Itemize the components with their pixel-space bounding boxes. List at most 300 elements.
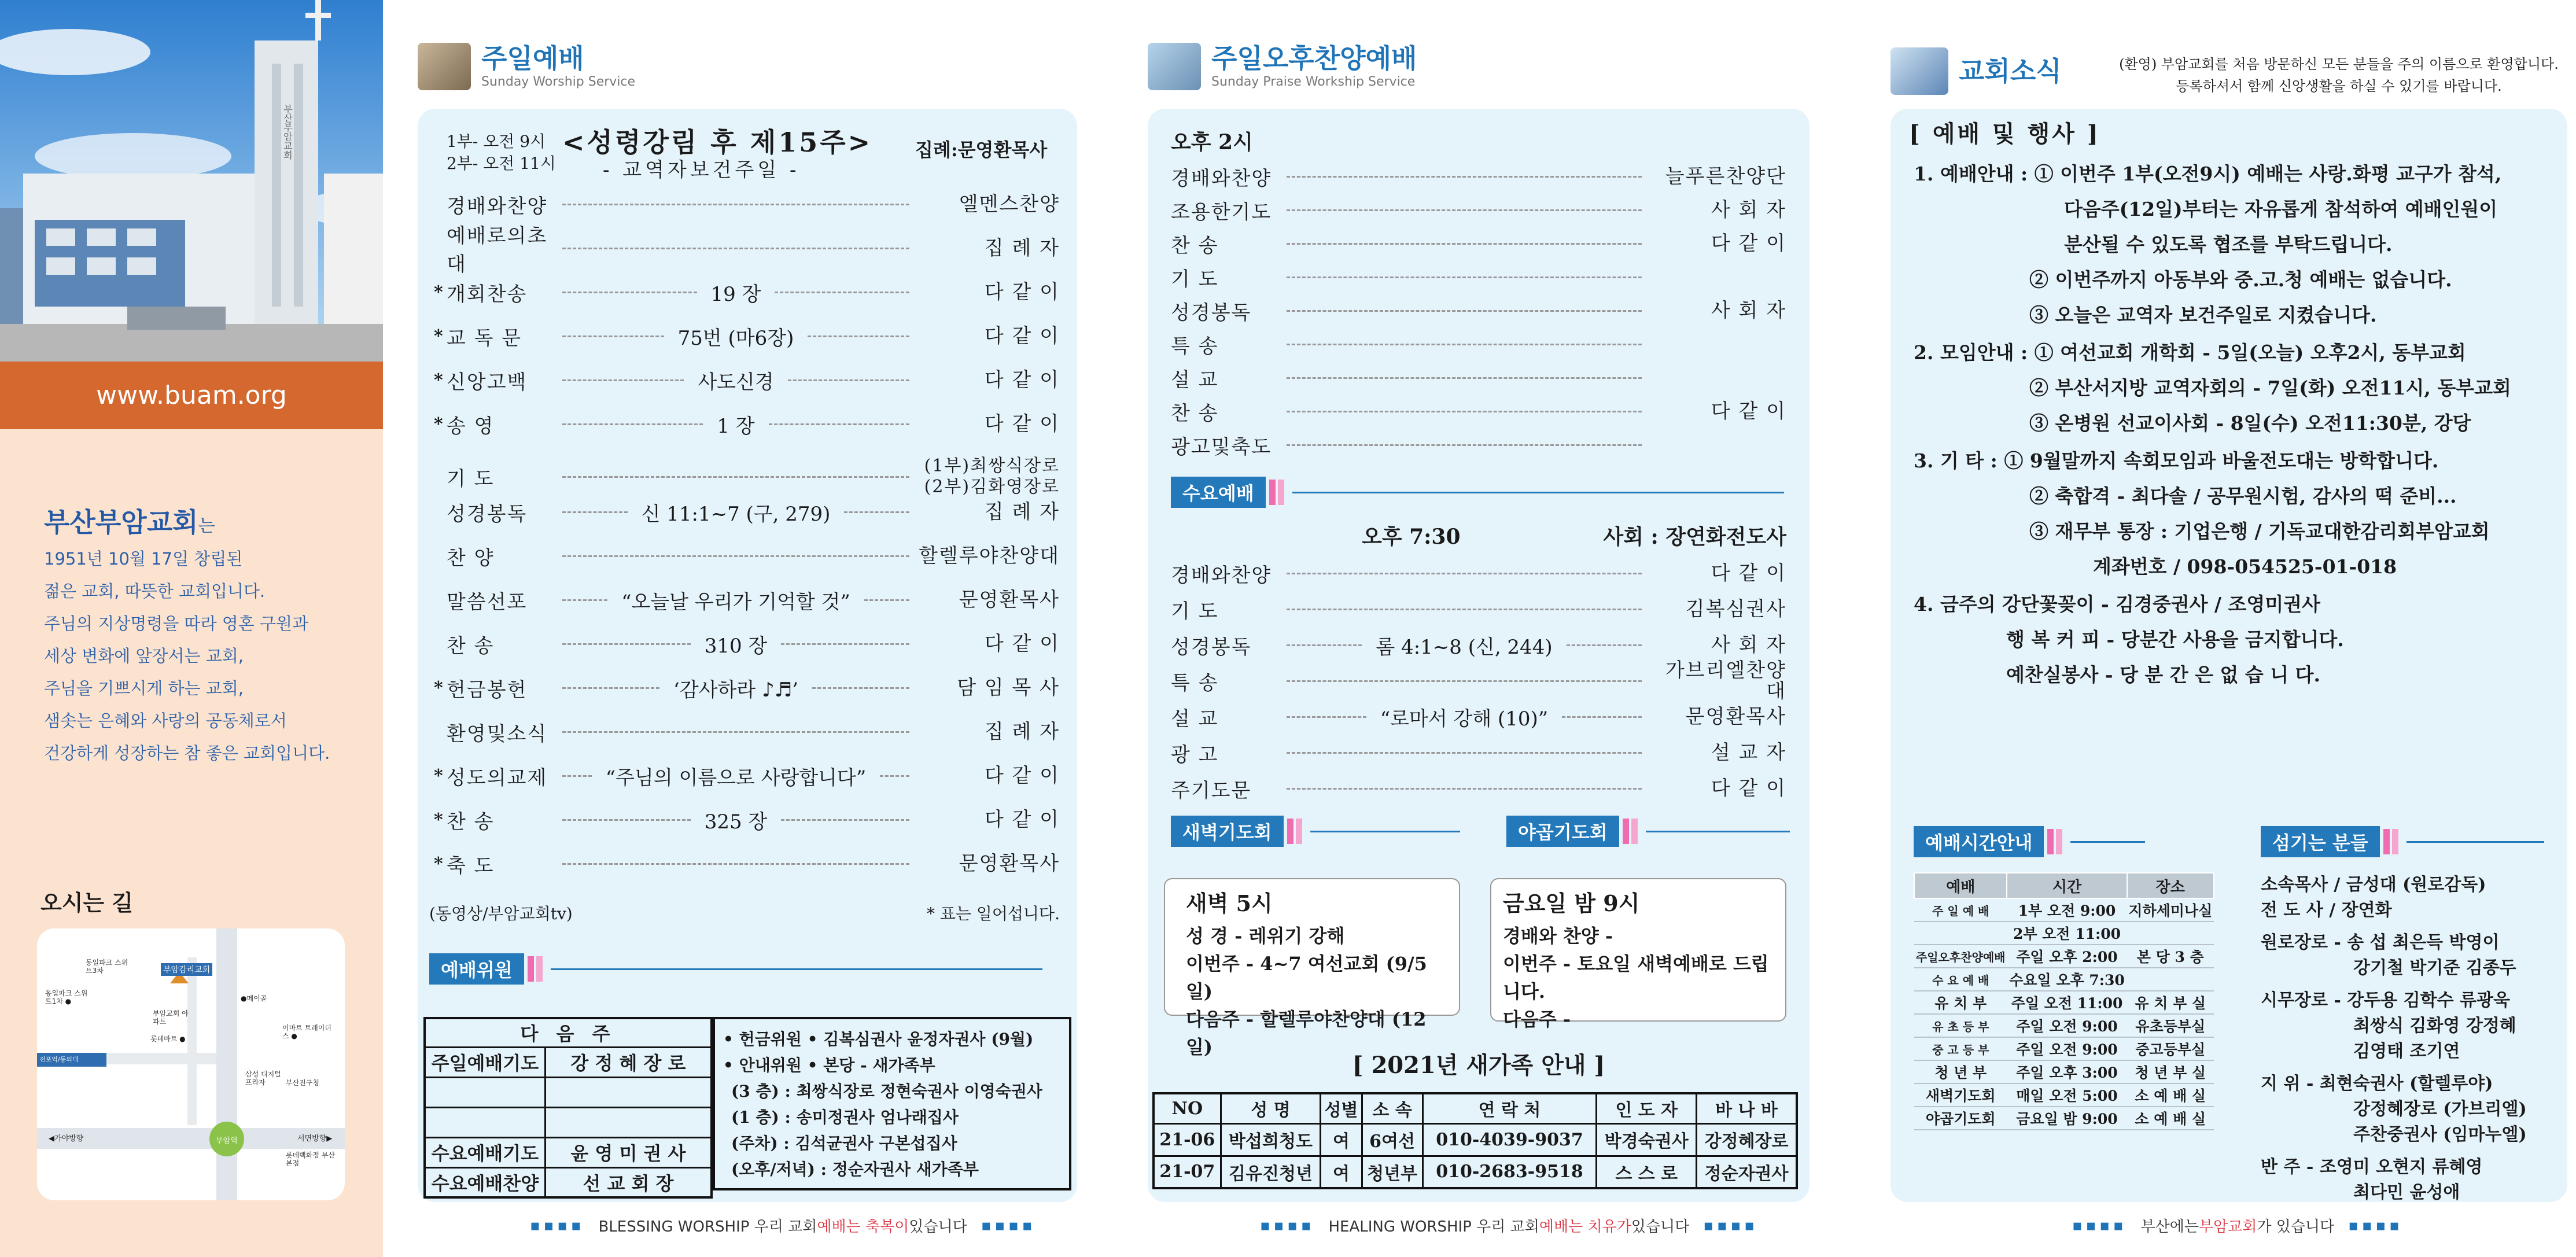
dawn-bar [1171, 816, 1460, 847]
committee-cell [545, 1077, 712, 1107]
leader-line [562, 204, 909, 205]
note-line: (주차) : 김석균권사 구본섭집사 [731, 1134, 957, 1153]
news-item: 4. 금주의 강단꽃꽂이 - 김경중권사 / 조영미권사 [1914, 593, 2320, 615]
order-label: 헌금봉헌 [447, 678, 528, 702]
leader-line [562, 555, 909, 557]
main-title: <성령강림 후 제15주> [562, 127, 873, 158]
order-row [1171, 162, 1786, 191]
order-detail: 사도신경 [698, 370, 774, 394]
order-label: 찬 송 [1171, 234, 1219, 257]
order-label: 환영및소식 [447, 722, 548, 746]
service-time: 2부- 오전 11시 [447, 154, 556, 173]
committee-bar [429, 953, 1042, 985]
committee-cell [425, 1077, 545, 1107]
map-label: 부산진구청 [286, 1079, 319, 1087]
leader-line [775, 292, 909, 293]
order-row [1171, 559, 1786, 588]
wed-leader: 사회 : 장연화전도사 [1603, 525, 1786, 549]
order-detail: 310 장 [704, 634, 768, 658]
news-section-title: [ 예배 및 행사 ] [1909, 120, 2100, 148]
newcomer-header: 소 속 [1362, 1093, 1422, 1123]
schedule-row [1914, 1014, 2214, 1037]
church-intro [44, 506, 368, 769]
leader-line [1287, 573, 1642, 574]
order-row [1171, 363, 1786, 392]
leader-line [562, 379, 684, 381]
order-person: 다 같 이 [1711, 562, 1786, 585]
dawn-head: 새벽 5시 [1186, 890, 1273, 916]
stand-marker: * [434, 810, 443, 830]
order-person: 늘푸른찬양단 [1665, 165, 1786, 188]
schedule-cell: 주일 오전 9:00 [2007, 1037, 2127, 1060]
leader-line [1287, 609, 1642, 610]
schedule-row [1914, 1107, 2214, 1130]
schedule-row [1914, 898, 2214, 921]
leader-line [1562, 716, 1642, 718]
leader-line [562, 476, 909, 478]
news-box [1890, 109, 2567, 1202]
schedule-cell: 소 예 배 실 [2127, 1107, 2214, 1130]
footnote-left: (동영상/부암교회tv) [429, 904, 573, 923]
news-item: ② 부산서지방 교역자회의 - 7일(화) 오전11시, 동부교회 [2029, 377, 2511, 399]
schedule-row [1914, 1037, 2214, 1060]
news-item: 다음주(12일)부터는 자유롭게 참석하여 예배인원이 [2064, 198, 2498, 220]
cover-panel [0, 0, 383, 1257]
schedule-cell: 2부 오전 11:00 [2007, 921, 2127, 945]
news-item: 1. 예배안내 : ① 이번주 1부(오전9시) 예배는 사랑.화평 교구가 참석, [1914, 163, 2502, 185]
news-header [1890, 47, 2062, 95]
order-label: 경배와찬양 [447, 194, 548, 218]
schedule-cell: 청 년 부 실 [2127, 1060, 2214, 1083]
schedule-cell: 중고등부실 [2127, 1037, 2214, 1060]
order-label: 특 송 [1171, 334, 1219, 358]
schedule-cell: 본 당 3 층 [2127, 945, 2214, 968]
committee-cell [425, 1107, 545, 1137]
intro-line: 세상 변화에 앞장서는 교회, [44, 646, 244, 666]
section-title: 교회소식 [1959, 56, 2062, 87]
committee-cell: 수요예배찬양 [425, 1167, 545, 1197]
order-label: 찬 송 [1171, 401, 1219, 425]
newcomer-cell: 청년부 [1362, 1156, 1422, 1188]
leader-line [1287, 344, 1642, 345]
leader-line [562, 863, 909, 865]
order-label: 설 교 [1171, 368, 1219, 392]
schedule-row [1914, 968, 2214, 991]
afternoon-header [1148, 43, 1417, 90]
building-icon [1890, 47, 1948, 95]
map-church-label: 부암감리교회 [161, 963, 212, 976]
stand-marker: * [434, 854, 443, 874]
section-subtitle: Sunday Praise Workship Service [1211, 75, 1416, 89]
schedule-table [1914, 872, 2214, 1130]
next-week: 다 음 주 [425, 1018, 712, 1047]
night-line: 다음주 - [1503, 1008, 1571, 1030]
schedule-cell: 유 치 부 실 [2127, 991, 2214, 1014]
wed-bar [1171, 477, 1784, 508]
leader-line [1287, 752, 1642, 754]
newcomer-header: 성 명 [1221, 1093, 1321, 1123]
leader-line [562, 819, 691, 821]
news-item: ③ 오늘은 교역자 보건주일로 지켰습니다. [2029, 304, 2377, 326]
leader-line [1287, 644, 1362, 646]
order-person: 다 같 이 [984, 808, 1060, 831]
schedule-cell: 주일오후찬양예배 [1914, 945, 2007, 968]
newcomer-row [1154, 1156, 1797, 1188]
committee-title: 예배위원 [429, 953, 524, 985]
newcomer-title: [ 2021년 새가족 안내 ] [1352, 1052, 1605, 1079]
dawn-box [1164, 878, 1460, 1058]
order-label: 예배로의초대 [447, 224, 548, 276]
offering-notes [713, 1017, 1071, 1190]
leader-line [1567, 644, 1642, 646]
order-label: 성경봉독 [1171, 301, 1252, 325]
leader-line [1287, 716, 1366, 718]
committee-cell [545, 1107, 712, 1137]
newcomer-header: 연 락 처 [1422, 1093, 1597, 1123]
map-label: ◀가야방향 [49, 1134, 84, 1143]
building-sign: 부산부암교회 [282, 104, 293, 160]
schedule-cell [2127, 921, 2214, 945]
section-title: 주일오후찬양예배 [1211, 43, 1417, 74]
newcomer-cell: 정순자권사 [1697, 1156, 1797, 1188]
night-bar [1506, 816, 1790, 847]
order-person: 할렐루야찬양대 [919, 544, 1060, 567]
order-label: 신앙고백 [447, 370, 528, 394]
order-label: 개회찬송 [447, 282, 528, 306]
sunday-order-box [418, 109, 1077, 1202]
leader-line [1287, 243, 1642, 245]
news-item: 행 복 커 피 - 당분간 사용을 금지합니다. [2006, 628, 2344, 651]
leader-line [562, 423, 703, 425]
staff-line: 주찬중권사 (임마누엘) [2353, 1125, 2527, 1145]
leader-line [1287, 277, 1642, 278]
wed-time: 오후 7:30 [1362, 525, 1461, 549]
map-label: 이마트 트레이더스 ● [282, 1024, 331, 1040]
schedule-cell: 소 예 배 실 [2127, 1083, 2214, 1107]
leader-line [1287, 310, 1642, 312]
dawn-line: 다음주 - 할렐루야찬양대 (12일) [1186, 1008, 1427, 1058]
order-person: 다 같 이 [1711, 777, 1786, 800]
schedule-cell: 주일 오전 9:00 [2007, 1014, 2127, 1037]
order-detail: 1 장 [717, 414, 755, 438]
leader-line [562, 292, 697, 293]
leader-line [844, 511, 909, 513]
order-label: 광 고 [1171, 743, 1219, 766]
news-item: ③ 재무부 통장 : 기업은행 / 기독교대한감리회부암교회 [2029, 520, 2490, 543]
order-person: 사 회 자 [1711, 633, 1786, 657]
order-detail: 75번 (마6장) [677, 326, 794, 350]
leader-line [864, 599, 909, 601]
committee-row [425, 1137, 712, 1167]
schedule-cell [2127, 968, 2214, 991]
section-title: 주일예배 [481, 43, 584, 74]
committee-row [425, 1167, 712, 1197]
order-person: 다 같 이 [984, 325, 1060, 348]
order-person: 설 교 자 [1711, 741, 1786, 764]
order-person: 다 같 이 [1711, 232, 1786, 255]
order-person: 엘멘스찬양 [959, 193, 1060, 216]
order-row [447, 224, 1060, 276]
schedule-cell: 주일 오전 11:00 [2007, 991, 2127, 1014]
order-detail: “오늘날 우리가 기억할 것” [621, 590, 850, 614]
schedule-row [1914, 921, 2214, 945]
order-person: 다 같 이 [984, 281, 1060, 304]
order-person: 다 같 이 [984, 368, 1060, 392]
order-row [1171, 430, 1786, 459]
committee-table [423, 1017, 713, 1199]
order-row [1171, 296, 1786, 325]
order-person: 다 같 이 [984, 764, 1060, 787]
night-line: 이번주 - 토요일 새벽예배로 드립니다. [1503, 953, 1769, 1002]
schedule-row [1914, 945, 2214, 968]
dawn-line: 성 경 - 레위기 강해 [1186, 925, 1345, 947]
staff-line: 시무장로 - 강두용 김학수 류광욱 [2261, 990, 2510, 1011]
order-label: 교 독 문 [447, 326, 522, 350]
order-row [447, 454, 1060, 500]
note-line: • 헌금위원 • 김복심권사 윤정자권사 (9월) [723, 1030, 1034, 1049]
leader-line [1287, 377, 1642, 379]
order-label: 축 도 [447, 854, 495, 878]
leader-line [1287, 788, 1642, 790]
staff-line: 최쌍식 김화영 강정혜 [2353, 1016, 2516, 1036]
schedule-cell: 수요일 오후 7:30 [2007, 968, 2127, 991]
order-label: 경배와찬양 [1171, 563, 1272, 587]
leader-line [788, 379, 909, 381]
order-label: 찬 양 [447, 546, 495, 570]
staff-line: 전 도 사 / 장연화 [2261, 900, 2392, 920]
news-item: 2. 모임안내 : ① 여선교회 개학회 - 5일(오늘) 오후2시, 동부교회 [1914, 341, 2466, 364]
schedule-cell: 새벽기도회 [1914, 1083, 2007, 1107]
order-person: 집 례 자 [984, 720, 1060, 743]
wed-title: 수요예배 [1171, 477, 1266, 508]
stand-marker: * [434, 766, 443, 786]
news-item: 계좌번호 / 098-054525-01-018 [2093, 555, 2397, 578]
news-item: 예찬실봉사 - 당 분 간 은 없 습 니 다. [2006, 663, 2320, 686]
stand-marker: * [434, 370, 443, 390]
schedule-row [1914, 991, 2214, 1014]
news-item: 분산될 수 있도록 협조를 부탁드립니다. [2064, 233, 2393, 256]
order-label: 광고및축도 [1171, 435, 1272, 459]
order-person: 다 같 이 [984, 412, 1060, 436]
leader-line [562, 511, 628, 513]
order-detail: ‘감사하라 ♪♬’ [673, 678, 798, 702]
schedule-cell: 주 일 예 배 [1914, 898, 2007, 921]
schedule-cell: 유 치 부 [1914, 991, 2007, 1014]
map-label: 삼성 디지털 프라자 [245, 1070, 281, 1086]
leader-line [808, 336, 909, 337]
staff-line: 지 위 - 최현숙권사 (할렐루야) [2261, 1074, 2493, 1094]
leader-line [781, 819, 909, 821]
newcomer-cell: 강정혜장로 [1697, 1123, 1797, 1156]
night-head: 금요일 밤 9시 [1503, 890, 1640, 916]
staff-line: 소속목사 / 금성대 (원로감독) [2261, 875, 2486, 895]
schedule-row [1914, 1060, 2214, 1083]
order-label: 기 도 [1171, 599, 1219, 623]
leader-line [562, 643, 691, 645]
order-row [447, 541, 1060, 570]
order-row [434, 278, 1060, 307]
order-row [1171, 774, 1786, 803]
order-label: 주기도문 [1171, 779, 1252, 802]
map-label: 서면방향▶ [297, 1134, 333, 1143]
map-label: 롯데마트 ● [150, 1035, 186, 1043]
order-person: 담 임 목 사 [957, 676, 1060, 699]
order-label: 기 도 [447, 467, 495, 491]
newcomer-cell: 여 [1321, 1123, 1362, 1156]
committee-cell: 강 정 혜 장 로 [545, 1047, 712, 1077]
welcome-line: (환영) 부암교회를 처음 방문하신 모든 분들을 주의 이름으로 환영합니다. [2119, 56, 2559, 72]
order-row [1171, 631, 1786, 659]
note-line: (3 층) : 최쌍식장로 정현숙권사 이영숙권사 [731, 1082, 1042, 1101]
website-url[interactable]: www.buam.org [0, 362, 383, 429]
staff-title: 섬기는 분들 [2261, 826, 2380, 857]
schedule-cell: 금요일 밤 9:00 [2007, 1107, 2127, 1130]
schedule-cell: 유초등부실 [2127, 1014, 2214, 1037]
schedule-header: 시간 [2007, 873, 2127, 898]
order-row [1171, 738, 1786, 767]
schedule-title: 예배시간안내 [1914, 826, 2044, 857]
newcomer-cell: 010-4039-9037 [1422, 1123, 1597, 1156]
leader-line [1287, 411, 1642, 412]
order-person: 문영환목사 [1685, 705, 1786, 728]
newcomer-cell: 김유진청년 [1221, 1156, 1321, 1188]
staff-bar [2261, 826, 2544, 857]
footer-buam: ▪▪▪▪ 부산에는 부암교회 가 있습니다 ▪▪▪▪ [2072, 1217, 2403, 1236]
order-row [1171, 397, 1786, 426]
order-label: 찬 송 [447, 634, 495, 658]
dawn-title: 새벽기도회 [1171, 816, 1284, 847]
order-row [447, 717, 1060, 746]
order-row [447, 629, 1060, 658]
bible-icon [418, 43, 471, 90]
leader-line [812, 687, 909, 689]
order-row [434, 805, 1060, 834]
schedule-cell [1914, 921, 2007, 945]
committee-cell: 선 교 회 장 [545, 1167, 712, 1197]
order-person: 문영환목사 [959, 852, 1060, 875]
news-item: ② 이번주까지 아동부와 중.고.청 예배는 없습니다. [2029, 268, 2452, 291]
order-detail: 325 장 [704, 810, 768, 834]
order-row [1171, 196, 1786, 224]
newcomer-row [1154, 1123, 1797, 1156]
schedule-row [1914, 1083, 2214, 1107]
leader-line [1287, 209, 1642, 211]
order-detail: 롬 4:1~8 (신, 244) [1376, 635, 1553, 659]
map-label: 부암교회 아파트 [153, 1009, 189, 1026]
order-person: 집 례 자 [984, 500, 1060, 524]
leader-line [1287, 444, 1642, 446]
note-line: (1 층) : 송미정권사 엄나래집사 [731, 1108, 959, 1127]
schedule-cell: 주일 오후 2:00 [2007, 945, 2127, 968]
newcomer-cell: 010-2683-9518 [1422, 1156, 1597, 1188]
order-row [434, 761, 1060, 790]
news-item: ③ 온병원 선교이사회 - 8일(수) 오전11:30분, 강당 [2029, 412, 2471, 434]
order-row [434, 673, 1060, 702]
schedule-cell: 수 요 예 배 [1914, 968, 2007, 991]
church-name: 부산부암교회는 [44, 507, 215, 538]
order-person: 사 회 자 [1711, 299, 1786, 322]
intro-line: 주님을 기쁘시게 하는 교회, [44, 679, 244, 698]
stand-marker: * [434, 282, 443, 303]
newcomer-cell: 여 [1321, 1156, 1362, 1188]
intro-line: 샘솟는 은혜와 사랑의 공동체로서 [44, 711, 287, 731]
leader-line [781, 643, 909, 645]
order-row [1171, 263, 1786, 292]
night-title: 야곱기도회 [1506, 816, 1619, 847]
newcomer-cell: 박경숙권사 [1597, 1123, 1697, 1156]
newcomer-cell: 6여선 [1362, 1123, 1422, 1156]
map-label: 전포역/동의대 [39, 1056, 79, 1063]
leader-line [562, 248, 909, 249]
intro-line: 1951년 10월 17일 창립된 [44, 549, 243, 569]
footnote-right: * 표는 일어섭니다. [926, 904, 1060, 923]
map-label: 부암역 [216, 1137, 238, 1145]
intro-line: 주님의 지상명령을 따라 영혼 구원과 [44, 614, 309, 633]
order-person: 집 례 자 [984, 237, 1060, 260]
committee-row [425, 1077, 712, 1107]
order-row [434, 322, 1060, 351]
stand-marker: * [434, 678, 443, 698]
footer-healing: ▪▪▪▪ HEALING WORSHIP 우리 교회 예배는 치유가 있습니다 ▪▪▪▪ [1260, 1217, 1758, 1236]
news-item: 3. 기 타 : ① 9월말까지 속회모임과 바울전도대는 방학합니다. [1914, 449, 2439, 472]
order-label: 기 도 [1171, 267, 1219, 291]
sunday-worship-panel [383, 0, 1090, 1257]
leader-line [562, 687, 659, 689]
order-row [434, 849, 1060, 878]
news-item: ② 축합격 - 최다솔 / 공무원시험, 감사의 떡 준비... [2029, 485, 2457, 507]
order-person: (1부)최쌍식장로 (2부)김화영장로 [924, 456, 1060, 497]
map-label: ●메이골 [241, 994, 267, 1002]
order-row [1171, 702, 1786, 731]
order-label: 특 송 [1171, 671, 1219, 695]
church-photo [0, 0, 383, 362]
dawn-line: 이번주 - 4~7 여선교회 (9/5일) [1186, 953, 1427, 1002]
order-person: 사 회 자 [1711, 198, 1786, 222]
order-person: 다 같 이 [984, 632, 1060, 655]
welcome-message [2110, 53, 2567, 97]
staff-line: 강기철 박기준 김종두 [2353, 958, 2516, 978]
sunday-header [418, 43, 635, 90]
committee-row [425, 1047, 712, 1077]
news-panel [1810, 0, 2576, 1257]
schedule-cell: 주일 오후 3:00 [2007, 1060, 2127, 1083]
location-map[interactable] [37, 928, 345, 1200]
order-detail: “로마서 강해 (10)” [1380, 707, 1549, 731]
intro-line: 젊은 교회, 따뜻한 교회입니다. [44, 581, 266, 601]
footer-blessing: ▪▪▪▪ BLESSING WORSHIP 우리 교회 예배는 축복이 있습니다 ▪▪▪▪ [530, 1217, 1036, 1236]
order-label: 성도의교제 [447, 766, 548, 790]
newcomer-table [1152, 1092, 1798, 1189]
newcomer-header: 인 도 자 [1597, 1093, 1697, 1123]
leader-line [562, 599, 607, 601]
order-label: 성경봉독 [447, 502, 528, 526]
order-person: 문영환목사 [959, 588, 1060, 611]
leader-line [769, 423, 909, 425]
order-label: 설 교 [1171, 707, 1219, 731]
schedule-cell: 유 초 등 부 [1914, 1014, 2007, 1037]
schedule-header: 예배 [1914, 873, 2007, 898]
leader-line [562, 731, 909, 733]
newcomer-header: 성별 [1321, 1093, 1362, 1123]
order-row [447, 497, 1060, 526]
order-row [447, 190, 1060, 219]
staff-line: 원로장로 - 송 섭 최은득 박영이 [2261, 932, 2500, 953]
newcomer-cell: 스 스 로 [1597, 1156, 1697, 1188]
leader-line [1287, 176, 1642, 178]
service-time: 1부- 오전 9시 [447, 132, 546, 151]
order-label: 조용한기도 [1171, 200, 1272, 224]
schedule-cell: 매일 오전 5:00 [2007, 1083, 2127, 1107]
